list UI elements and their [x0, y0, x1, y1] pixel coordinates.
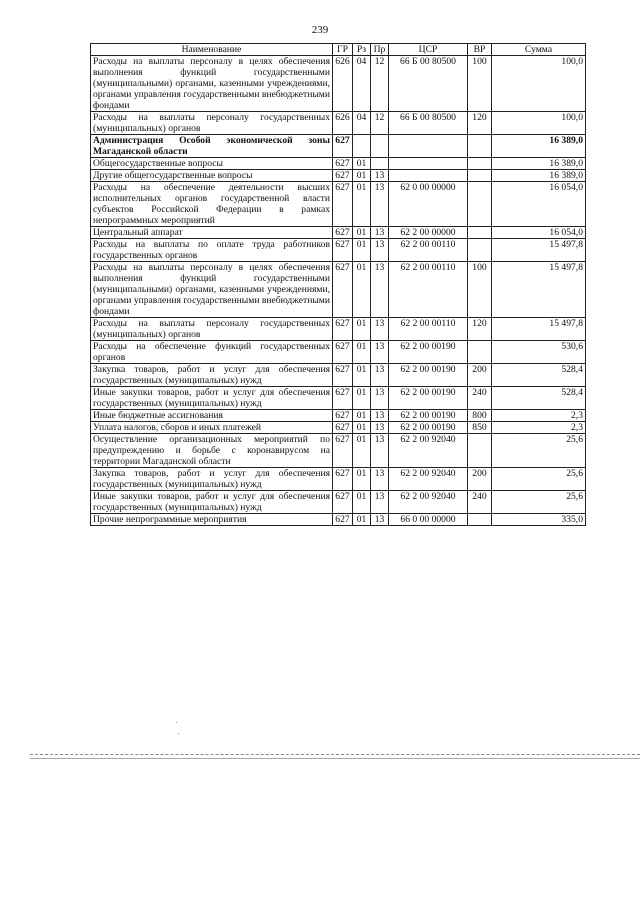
table-row — [91, 135, 586, 158]
cell-csr: 66 Б 00 80500 — [389, 112, 468, 135]
cell-csr: 62 2 00 92040 — [389, 434, 468, 468]
cell-vr: 200 — [468, 468, 492, 491]
cell-pr: 13 — [371, 514, 389, 526]
cell-csr: 62 2 00 92040 — [389, 468, 468, 491]
header-name: Наименование — [91, 44, 333, 56]
cell-rz: 01 — [353, 491, 371, 514]
cell-vr — [468, 182, 492, 227]
cell-gr: 627 — [333, 239, 353, 262]
cell-pr: 12 — [371, 112, 389, 135]
cell-sum: 15 497,8 — [492, 239, 586, 262]
cell-pr: 13 — [371, 227, 389, 239]
page-number: 239 — [311, 24, 329, 36]
table-row — [91, 434, 586, 468]
cell-gr: 626 — [333, 56, 353, 112]
cell-pr: 13 — [371, 182, 389, 227]
cell-vr: 240 — [468, 491, 492, 514]
cell-vr — [468, 227, 492, 239]
cell-pr: 13 — [371, 318, 389, 341]
cell-pr: 13 — [371, 410, 389, 422]
cell-csr: 62 2 00 00110 — [389, 239, 468, 262]
cell-rz: 04 — [353, 112, 371, 135]
cell-gr: 627 — [333, 468, 353, 491]
header-gr: ГР — [333, 44, 353, 56]
table-row — [91, 341, 586, 364]
cell-sum: 16 389,0 — [492, 135, 586, 158]
cell-pr: 13 — [371, 468, 389, 491]
cell-rz: 01 — [353, 227, 371, 239]
cell-rz: 01 — [353, 170, 371, 182]
cell-rz: 01 — [353, 182, 371, 227]
cell-gr: 627 — [333, 227, 353, 239]
cell-vr: 200 — [468, 364, 492, 387]
cell-rz: 01 — [353, 434, 371, 468]
cell-gr: 627 — [333, 182, 353, 227]
cell-name: Расходы на выплаты персоналу в целях обеспечения выполнения функций государственными (муниципальными) органами, казенными учреждениями, органами управления государственными внебюджетными фондами — [91, 262, 333, 318]
cell-rz: 04 — [353, 56, 371, 112]
header-rz: Рз — [353, 44, 371, 56]
cell-name: Закупка товаров, работ и услуг для обеспечения государственных (муниципальных) нужд — [91, 468, 333, 491]
cell-name: Расходы на выплаты персоналу в целях обеспечения выполнения функций государственными (муниципальными) органами, казенными учреждениями, органами управления государственными внебюджетными фондами — [91, 56, 333, 112]
cell-pr: 13 — [371, 170, 389, 182]
cell-vr: 850 — [468, 422, 492, 434]
cell-sum: 528,4 — [492, 387, 586, 410]
cell-rz: 01 — [353, 468, 371, 491]
cell-gr: 627 — [333, 422, 353, 434]
cell-sum: 16 389,0 — [492, 170, 586, 182]
cell-rz: 01 — [353, 387, 371, 410]
cell-name: Расходы на выплаты персоналу государственных (муниципальных) органов — [91, 112, 333, 135]
cell-rz: 01 — [353, 262, 371, 318]
table-row — [91, 227, 586, 239]
table-row — [91, 158, 586, 170]
cell-gr: 627 — [333, 170, 353, 182]
cell-rz: 01 — [353, 239, 371, 262]
cell-gr: 627 — [333, 491, 353, 514]
cell-csr: 62 2 00 92040 — [389, 491, 468, 514]
cell-vr — [468, 514, 492, 526]
cell-pr: 13 — [371, 491, 389, 514]
cell-csr: 62 2 00 00190 — [389, 364, 468, 387]
cell-gr: 627 — [333, 387, 353, 410]
cell-rz: 01 — [353, 341, 371, 364]
cell-name: Осуществление организационных мероприятий по предупреждению и борьбе с коронавирусом на территории Магаданской области — [91, 434, 333, 468]
cell-vr: 100 — [468, 262, 492, 318]
cell-csr: 66 0 00 00000 — [389, 514, 468, 526]
cell-sum: 530,6 — [492, 341, 586, 364]
header-sum: Сумма — [492, 44, 586, 56]
scan-speck — [176, 722, 177, 723]
cell-csr — [389, 158, 468, 170]
cell-csr — [389, 170, 468, 182]
cell-gr: 626 — [333, 112, 353, 135]
cell-csr: 62 2 00 00110 — [389, 262, 468, 318]
cell-vr: 240 — [468, 387, 492, 410]
cell-pr: 12 — [371, 56, 389, 112]
table-row — [91, 56, 586, 112]
cell-gr: 627 — [333, 434, 353, 468]
table-row — [91, 422, 586, 434]
cell-sum: 528,4 — [492, 364, 586, 387]
cell-pr: 13 — [371, 422, 389, 434]
header-pr: Пр — [371, 44, 389, 56]
cell-gr: 627 — [333, 318, 353, 341]
header-csr: ЦСР — [389, 44, 468, 56]
cell-sum: 25,6 — [492, 434, 586, 468]
cell-rz: 01 — [353, 364, 371, 387]
cell-pr: 13 — [371, 434, 389, 468]
table-row — [91, 387, 586, 410]
cell-sum: 15 497,8 — [492, 318, 586, 341]
cell-name: Расходы на выплаты персоналу государственных (муниципальных) органов — [91, 318, 333, 341]
table-row — [91, 364, 586, 387]
cell-csr: 62 2 00 00190 — [389, 422, 468, 434]
cell-sum: 16 389,0 — [492, 158, 586, 170]
cell-name: Центральный аппарат — [91, 227, 333, 239]
cell-sum: 2,3 — [492, 422, 586, 434]
cell-csr: 62 2 00 00190 — [389, 341, 468, 364]
cell-pr: 13 — [371, 239, 389, 262]
cell-rz: 01 — [353, 318, 371, 341]
cell-gr: 627 — [333, 262, 353, 318]
cell-pr — [371, 135, 389, 158]
budget-table — [90, 43, 586, 526]
header-vr: ВР — [468, 44, 492, 56]
cell-sum: 16 054,0 — [492, 227, 586, 239]
scan-line-bottom — [30, 758, 640, 759]
cell-sum: 100,0 — [492, 112, 586, 135]
cell-csr: 62 2 00 00110 — [389, 318, 468, 341]
cell-name: Иные бюджетные ассигнования — [91, 410, 333, 422]
cell-pr: 13 — [371, 387, 389, 410]
cell-vr — [468, 135, 492, 158]
cell-vr: 120 — [468, 318, 492, 341]
cell-sum: 335,0 — [492, 514, 586, 526]
cell-gr: 627 — [333, 135, 353, 158]
table-row — [91, 239, 586, 262]
cell-name: Администрация Особой экономической зоны Магаданской области — [91, 135, 333, 158]
table-row — [91, 262, 586, 318]
cell-sum: 2,3 — [492, 410, 586, 422]
cell-name: Расходы на обеспечение функций государственных органов — [91, 341, 333, 364]
table-header-row — [91, 44, 586, 56]
table-row — [91, 112, 586, 135]
cell-sum: 25,6 — [492, 491, 586, 514]
cell-name: Уплата налогов, сборов и иных платежей — [91, 422, 333, 434]
cell-vr — [468, 170, 492, 182]
cell-name: Иные закупки товаров, работ и услуг для обеспечения государственных (муниципальных) нужд — [91, 491, 333, 514]
cell-gr: 627 — [333, 341, 353, 364]
cell-vr — [468, 341, 492, 364]
cell-pr: 13 — [371, 262, 389, 318]
table-row — [91, 318, 586, 341]
cell-csr: 66 Б 00 80500 — [389, 56, 468, 112]
cell-gr: 627 — [333, 410, 353, 422]
cell-sum: 25,6 — [492, 468, 586, 491]
table-row — [91, 468, 586, 491]
table-row — [91, 514, 586, 526]
cell-csr: 62 2 00 00000 — [389, 227, 468, 239]
table-row — [91, 410, 586, 422]
cell-pr: 13 — [371, 341, 389, 364]
cell-rz: 01 — [353, 158, 371, 170]
cell-name: Другие общегосударственные вопросы — [91, 170, 333, 182]
cell-csr — [389, 135, 468, 158]
cell-pr: 13 — [371, 364, 389, 387]
cell-name: Расходы на выплаты по оплате труда работников государственных органов — [91, 239, 333, 262]
cell-name: Прочие непрограммные мероприятия — [91, 514, 333, 526]
cell-gr: 627 — [333, 158, 353, 170]
cell-vr — [468, 158, 492, 170]
cell-gr: 627 — [333, 364, 353, 387]
cell-pr — [371, 158, 389, 170]
cell-rz: 01 — [353, 422, 371, 434]
scan-speck — [178, 733, 179, 734]
cell-rz: 01 — [353, 410, 371, 422]
cell-name: Общегосударственные вопросы — [91, 158, 333, 170]
cell-name: Иные закупки товаров, работ и услуг для обеспечения государственных (муниципальных) нужд — [91, 387, 333, 410]
cell-vr: 100 — [468, 56, 492, 112]
cell-vr: 120 — [468, 112, 492, 135]
cell-gr: 627 — [333, 514, 353, 526]
cell-sum: 16 054,0 — [492, 182, 586, 227]
cell-vr: 800 — [468, 410, 492, 422]
cell-csr: 62 0 00 00000 — [389, 182, 468, 227]
table-row — [91, 491, 586, 514]
cell-rz: 01 — [353, 514, 371, 526]
cell-sum: 100,0 — [492, 56, 586, 112]
cell-name: Расходы на обеспечение деятельности высших исполнительных органов государственной власти субъектов Российской Федерации в рамках непрограммных мероприятий — [91, 182, 333, 227]
cell-csr: 62 2 00 00190 — [389, 410, 468, 422]
cell-vr — [468, 239, 492, 262]
table-row — [91, 182, 586, 227]
cell-sum: 15 497,8 — [492, 262, 586, 318]
cell-name: Закупка товаров, работ и услуг для обеспечения государственных (муниципальных) нужд — [91, 364, 333, 387]
table-body — [91, 56, 586, 526]
cell-vr — [468, 434, 492, 468]
scan-line-top — [30, 754, 640, 755]
cell-csr: 62 2 00 00190 — [389, 387, 468, 410]
cell-rz — [353, 135, 371, 158]
table-row — [91, 170, 586, 182]
